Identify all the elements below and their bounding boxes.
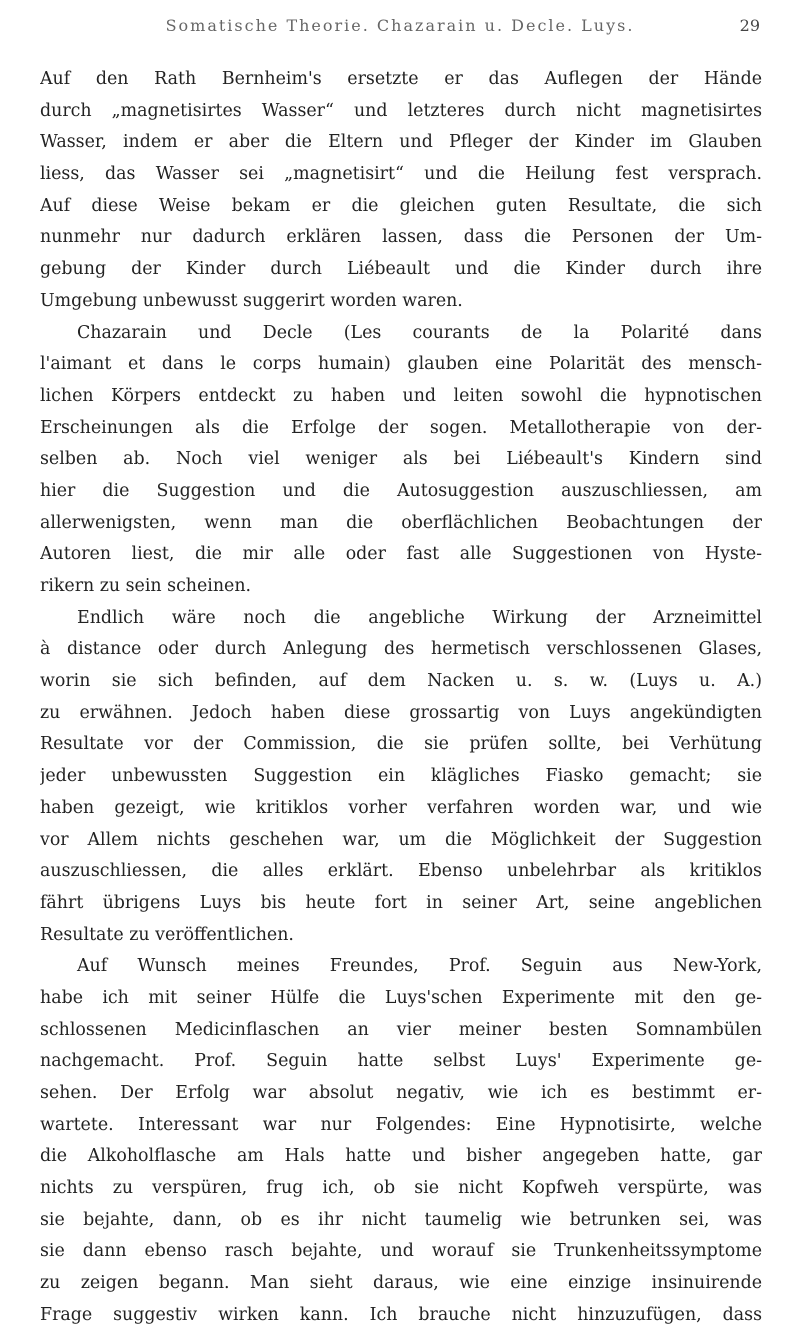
page-number: 29 — [739, 16, 760, 35]
text-line: sie dann ebenso rasch bejahte, und worauf sie Trunkenheitssymptome — [40, 1241, 762, 1262]
text-line: fährt übrigens Luys bis heute fort in seiner Art, seine angeblichen — [40, 892, 762, 913]
text-line: nichts zu verspüren, frug ich, ob sie nicht Kopfweh verspürte, was — [40, 1178, 762, 1199]
paragraph-end-line: Resultate zu veröffentlichen. — [40, 924, 294, 945]
body-text — [40, 64, 762, 1332]
text-line: à distance oder durch Anlegung des hermetisch verschlossenen Glases, — [40, 639, 762, 660]
text-line: Autoren liest, die mir alle oder fast alle Suggestionen von Hyste- — [40, 544, 762, 565]
text-line: liess, das Wasser sei „magnetisirt“ und die Heilung fest versprach. — [40, 164, 762, 185]
text-line: Auf den Rath Bernheim's ersetzte er das Auflegen der Hände — [40, 69, 762, 89]
text-line: nunmehr nur dadurch erklären lassen, dass die Personen der Um- — [40, 227, 762, 248]
paragraph-end-line: Umgebung unbewusst suggerirt worden waren. — [40, 290, 463, 311]
text-line: haben gezeigt, wie kritiklos vorher verfahren worden war, und wie — [40, 797, 762, 818]
text-line: vor Allem nichts geschehen war, um die Möglichkeit der Suggestion — [40, 829, 762, 850]
paragraph-start-line: Chazarain und Decle (Les courants de la Polarité dans — [77, 322, 762, 343]
text-line: wartete. Interessant war nur Folgendes: Eine Hypnotisirte, welche — [40, 1114, 762, 1135]
text-line: auszuschliessen, die alles erklärt. Ebenso unbelehrbar als kritiklos — [40, 861, 762, 882]
text-line: zu zeigen begann. Man sieht daraus, wie eine einzige insinuirende — [40, 1273, 762, 1294]
text-line: zu erwähnen. Jedoch haben diese grossartig von Luys angekündigten — [40, 702, 762, 723]
text-line: habe ich mit seiner Hülfe die Luys'schen Experimente mit den ge- — [40, 987, 762, 1008]
text-line: Auf diese Weise bekam er die gleichen guten Resultate, die sich — [40, 195, 762, 216]
text-line: lichen Körpers entdeckt zu haben und leiten sowohl die hypnotischen — [40, 385, 762, 406]
paragraph-start-line: Endlich wäre noch die angebliche Wirkung der Arzneimittel — [77, 607, 762, 628]
text-line: Frage suggestiv wirken kann. Ich brauche nicht hinzuzufügen, dass — [40, 1304, 762, 1325]
text-line: l'aimant et dans le corps humain) glauben eine Polarität des mensch- — [40, 354, 762, 375]
text-line: schlossenen Medicinflaschen an vier meiner besten Somnambülen — [40, 1019, 762, 1040]
running-title: Somatische Theorie. Chazarain u. Decle. Luys. — [165, 16, 635, 35]
text-line: sie bejahte, dann, ob es ihr nicht taumelig wie betrunken sei, was — [40, 1209, 762, 1230]
paragraph-start-line: Auf Wunsch meines Freundes, Prof. Seguin aus New-York, — [77, 956, 762, 977]
running-head — [40, 10, 760, 42]
text-line: durch „magnetisirtes Wasser“ und letzteres durch nicht magnetisirtes — [40, 100, 762, 121]
text-line: hier die Suggestion und die Autosuggestion auszuschliessen, am — [40, 480, 762, 501]
text-line: Erscheinungen als die Erfolge der sogen. Metallotherapie von der- — [40, 417, 762, 438]
text-line: allerwenigsten, wenn man die oberflächlichen Beobachtungen der — [40, 512, 762, 533]
text-line: worin sie sich befinden, auf dem Nacken u. s. w. (Luys u. A.) — [40, 671, 762, 692]
text-line: nachgemacht. Prof. Seguin hatte selbst Luys' Experimente ge- — [40, 1051, 762, 1072]
text-line: die Alkoholflasche am Hals hatte und bisher angegeben hatte, gar — [40, 1146, 762, 1167]
text-line: jeder unbewussten Suggestion ein klägliches Fiasko gemacht; sie — [40, 766, 762, 787]
paragraph-end-line: rikern zu sein scheinen. — [40, 576, 252, 596]
text-line: selben ab. Noch viel weniger als bei Liébeault's Kindern sind — [40, 449, 762, 470]
text-line: Resultate vor der Commission, die sie prüfen sollte, bei Verhütung — [40, 734, 762, 755]
text-line: sehen. Der Erfolg war absolut negativ, wie ich es bestimmt er- — [40, 1083, 762, 1103]
text-line: gebung der Kinder durch Liébeault und die Kinder durch ihre — [40, 259, 762, 280]
text-line: Wasser, indem er aber die Eltern und Pfleger der Kinder im Glauben — [40, 132, 762, 153]
